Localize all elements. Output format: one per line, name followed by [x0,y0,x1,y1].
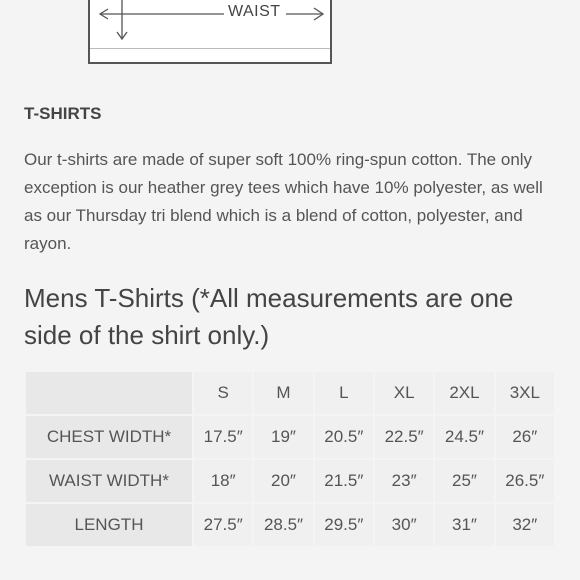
table-row [26,504,554,546]
measurement-cell: 25″ [435,460,493,502]
size-column-header: XL [375,372,433,414]
diagram-hem-line [90,48,330,49]
table-row [26,460,554,502]
row-label-length: LENGTH [26,504,192,546]
measurement-cell: 26.5″ [496,460,554,502]
measurement-cell: 17.5″ [194,416,252,458]
measurement-cell: 20″ [254,460,312,502]
size-chart-title: Mens T-Shirts (*All measurements are one side of the shirt only.) [24,283,514,350]
size-column-header: M [254,372,312,414]
measurement-cell: 21.5″ [315,460,373,502]
size-column-header: 2XL [435,372,493,414]
size-chart-table [24,370,556,548]
measurement-cell: 19″ [254,416,312,458]
shirt-measurement-diagram [88,0,332,64]
size-column-header: 3XL [496,372,554,414]
size-column-header: S [194,372,252,414]
measurement-cell: 27.5″ [194,504,252,546]
measurement-cell: 20.5″ [315,416,373,458]
table-row [26,416,554,458]
measurement-cell: 31″ [435,504,493,546]
row-label-waist-width: WAIST WIDTH* [26,460,192,502]
measurement-cell: 18″ [194,460,252,502]
measurement-cell: 24.5″ [435,416,493,458]
measurement-cell: 22.5″ [375,416,433,458]
measurement-cell: 30″ [375,504,433,546]
section-heading: T-SHIRTS [24,104,102,123]
measurement-cell: 23″ [375,460,433,502]
measurement-cell: 32″ [496,504,554,546]
row-label-chest-width: CHEST WIDTH* [26,416,192,458]
waist-label: WAIST [228,3,281,20]
measurement-cell: 26″ [496,416,554,458]
size-column-header: L [315,372,373,414]
waist-arrow-graphic [90,0,334,64]
measurement-cell: 29.5″ [315,504,373,546]
header-corner-cell [26,372,192,414]
product-description: Our t-shirts are made of super soft 100% ring-spun cotton. The only exception is our heather grey tees which have 10% polyester, as well as our Thursday tri blend which is a blend of cotton, polyester, and rayon. [24,150,543,253]
measurement-cell: 28.5″ [254,504,312,546]
size-header-row [26,372,554,414]
